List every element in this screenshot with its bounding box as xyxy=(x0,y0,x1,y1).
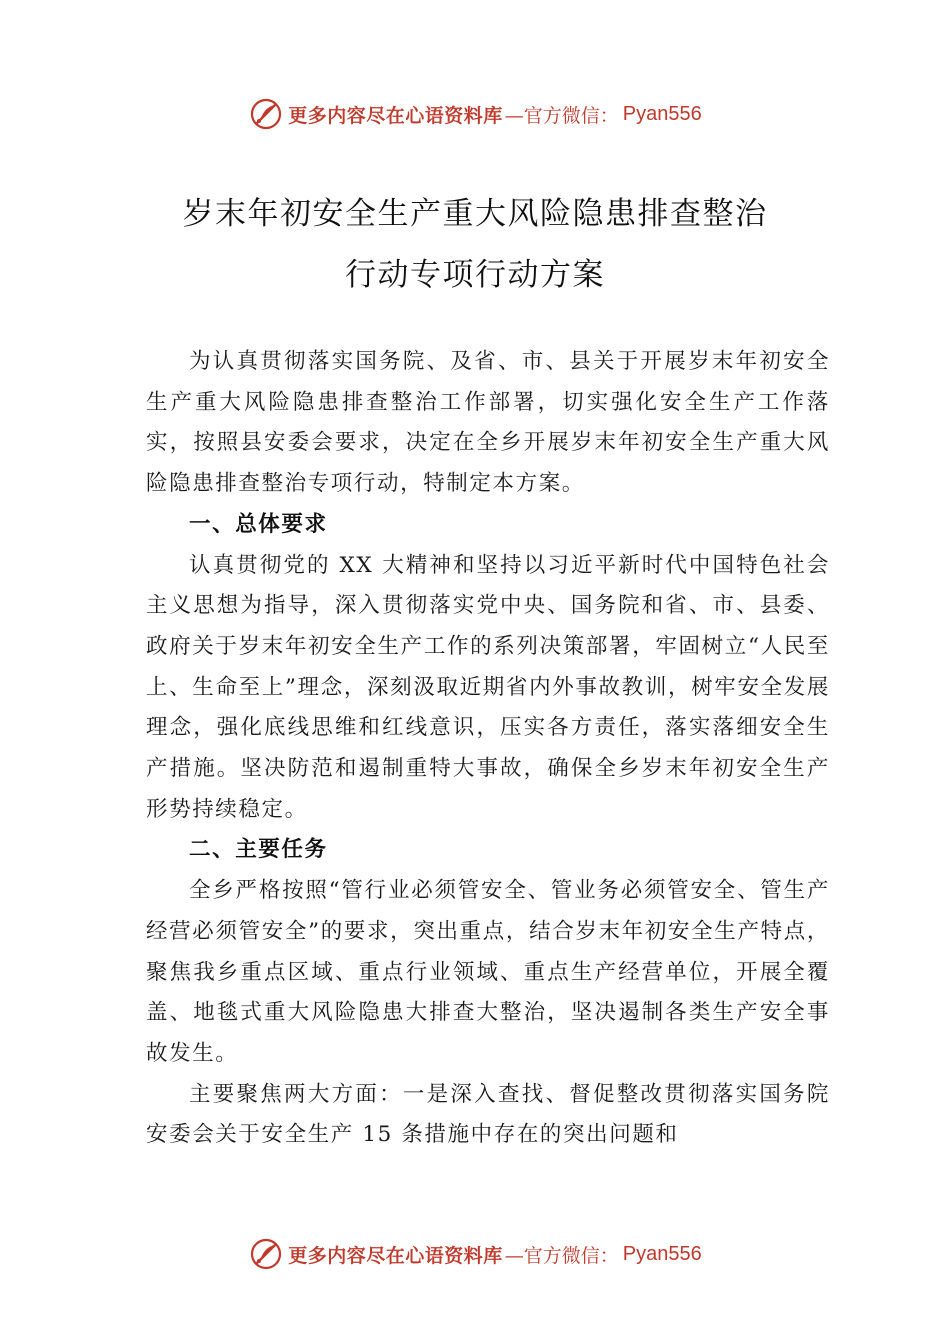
banner-wechat-id: Pyan556 xyxy=(622,102,702,125)
banner-title: 更多内容尽在心语资料库 xyxy=(288,104,503,127)
section-1-heading: 一、总体要求 xyxy=(189,511,328,537)
banner-wechat-label: —官方微信： xyxy=(504,1244,619,1267)
section-1-paragraph: 认真贯彻党的 XX 大精神和坚持以习近平新时代中国特色社会主义思想为指导，深入贯彻落实党中央、国务院和省、市、县委、政府关于岁末年初安全生产工作的系列决策部署，牢固树立“人民至上、生命至上”理念，深刻汲取近期省内外事故教训，树牢安全发展理念，强化底线思维和红线意识，压实各方责任，落实落细安全生产措施。坚决防范和遏制重特大事故，确保全乡岁末年初安全生产形势持续稳定。 xyxy=(146,552,830,822)
document-body xyxy=(146,342,830,1156)
quill-logo-icon xyxy=(248,96,284,132)
banner-wechat-label: —官方微信： xyxy=(504,104,619,127)
header-banner xyxy=(0,94,950,134)
document-title-line-2: 行动专项行动方案 xyxy=(345,257,605,293)
document-title-line-1: 岁末年初安全生产重大风险隐患排查整治 xyxy=(182,196,768,232)
intro-paragraph: 为认真贯彻落实国务院、及省、市、县关于开展岁末年初安全生产重大风险隐患排查整治工作部署，切实强化安全生产工作落实，按照县安委会要求，决定在全乡开展岁末年初安全生产重大风险隐患排查整治专项行动，特制定本方案。 xyxy=(146,349,830,497)
quill-logo-icon xyxy=(248,1236,284,1272)
section-2-paragraph-2: 主要聚焦两大方面：一是深入查找、督促整改贯彻落实国务院安委会关于安全生产 15 条措施中存在的突出问题和 xyxy=(146,1081,830,1148)
footer-banner xyxy=(0,1234,950,1274)
section-2-paragraph-1: 全乡严格按照“管行业必须管安全、管业务必须管安全、管生产经营必须管安全”的要求，突出重点，结合岁末年初安全生产特点，聚焦我乡重点区域、重点行业领域、重点生产经营单位，开展全覆盖、地毯式重大风险隐患大排查大整治，坚决遏制各类生产安全事故发生。 xyxy=(146,878,830,1066)
section-2-heading: 二、主要任务 xyxy=(189,837,328,863)
banner-wechat-id: Pyan556 xyxy=(622,1242,702,1265)
banner-title: 更多内容尽在心语资料库 xyxy=(288,1244,503,1267)
